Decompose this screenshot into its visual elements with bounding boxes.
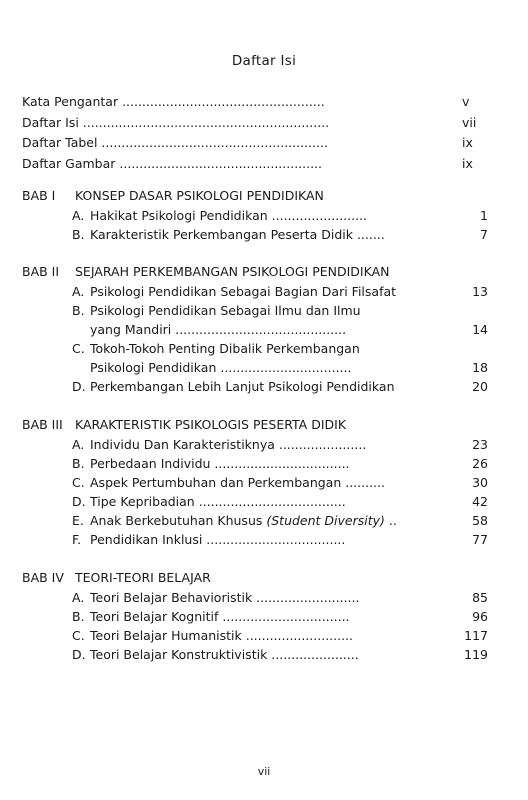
entry-letter: B. [72,227,85,242]
toc-entry-label: Daftar Gambar ................................................... [22,155,323,171]
toc-entry-label: Kata Pengantar ................................................... [22,94,325,109]
entry-text: yang Mandiri ........................................... [90,322,347,337]
toc-entry[interactable] [72,473,488,492]
entry-text: Psikologi Pendidikan ................................. [90,360,352,375]
chapter-3 [22,415,488,549]
entry-text: Psikologi Pendidikan Sebagai Bagian Dari Filsafat [90,284,397,299]
toc-entry[interactable] [72,377,488,396]
toc-entry[interactable] [72,607,488,626]
chapter-4 [22,568,488,664]
toc-entry-page: v [462,94,470,109]
toc-entry[interactable] [22,92,482,113]
entry-text: Perbedaan Individu .................................. [90,456,350,471]
toc-entry[interactable] [72,435,488,454]
entry-letter: D. [72,494,86,509]
front-matter-list [22,92,482,174]
entry-page: 85 [472,590,488,605]
entry-page: 7 [480,227,488,242]
entry-letter: A. [72,437,85,452]
entry-page: 1 [480,208,488,223]
entry-page: 20 [472,379,488,394]
entry-text: Karakteristik Perkembangan Peserta Didik ....... [90,227,385,242]
entry-letter: C. [72,475,85,490]
toc-entry[interactable] [72,588,488,607]
toc-entry[interactable] [72,492,488,511]
toc-entry[interactable] [72,626,488,645]
toc-entry[interactable] [22,133,482,154]
entry-letter: A. [72,590,85,605]
entry-letter: C. [72,628,85,643]
entry-letter: D. [72,647,86,662]
entry-text: Perkembangan Lebih Lanjut Psikologi Pendidikan [90,379,395,394]
entry-page: 23 [472,437,488,452]
entry-text: Teori Belajar Konstruktivistik ...................... [90,647,359,662]
entry-text-tail: .. [384,513,397,528]
entry-text: Hakikat Psikologi Pendidikan ........................ [90,208,368,223]
entry-text: Tokoh-Tokoh Penting Dibalik Perkembangan [90,341,360,356]
entry-page: 119 [464,647,488,662]
toc-entry[interactable] [72,206,488,225]
toc-entry-page: vii [462,114,477,130]
toc-entry-label: Daftar Tabel ......................................................... [22,135,328,150]
chapter-title: KARAKTERISTIK PSIKOLOGIS PESERTA DIDIK [75,417,347,432]
entry-text: Psikologi Pendidikan Sebagai Ilmu dan Ilmu [90,303,361,318]
toc-entry-label: Daftar Isi .............................................................. [22,114,330,130]
entry-page: 30 [472,475,488,490]
chapter-title: KONSEP DASAR PSIKOLOGI PENDIDIKAN [75,188,324,203]
entry-text: Aspek Pertumbuhan dan Perkembangan .......... [90,475,385,490]
entry-letter: F. [72,532,82,547]
entry-page: 14 [472,322,488,337]
entry-text: Pendidikan Inklusi ................................... [90,532,346,547]
entry-text-italic: (Student Diversity) [266,513,385,528]
chapter-2 [22,262,488,396]
toc-entry[interactable] [22,113,482,134]
toc-entry-page: ix [462,155,473,171]
entry-page: 77 [472,532,488,547]
chapter-number: BAB III [22,417,63,432]
entry-letter: E. [72,513,84,528]
entry-letter: D. [72,379,86,394]
toc-entry[interactable] [72,530,488,549]
entry-text: Teori Belajar Kognitif ................................ [90,609,350,624]
toc-entry[interactable] [72,339,488,377]
toc-entry-page: ix [462,135,473,150]
entry-letter: C. [72,341,85,356]
entry-letter: A. [72,208,85,223]
page-number: vii [257,765,271,778]
toc-entry[interactable] [72,282,488,301]
toc-entry[interactable] [72,511,488,530]
entry-text: Teori Belajar Humanistik ........................... [90,628,354,643]
toc-entry[interactable] [22,154,482,175]
entry-page: 13 [472,284,488,299]
chapter-number: BAB IV [22,570,64,585]
chapter-number: BAB II [22,264,60,279]
chapter-heading[interactable] [22,415,488,435]
entry-page: 26 [472,456,488,471]
chapter-heading[interactable] [22,568,488,588]
entry-page: 96 [472,609,488,624]
toc-entry[interactable] [72,225,488,244]
entry-page: 117 [464,628,488,643]
entry-text: Individu Dan Karakteristiknya ...................... [90,437,367,452]
entry-letter: B. [72,303,85,318]
chapter-1 [22,186,488,244]
entry-text: Teori Belajar Behavioristik .......................... [90,590,360,605]
entry-letter: B. [72,456,85,471]
entry-text: Anak Berkebutuhan Khusus [90,513,267,528]
toc-entry[interactable] [72,301,488,339]
toc-entry[interactable] [72,454,488,473]
entry-letter: B. [72,609,85,624]
chapter-heading[interactable] [22,262,488,282]
chapter-heading[interactable] [22,186,488,206]
entry-text: Tipe Kepribadian ..................................... [90,494,346,509]
entry-page: 18 [472,360,488,375]
chapter-number: BAB I [22,188,56,203]
page-title: Daftar Isi [231,53,297,69]
chapter-title: SEJARAH PERKEMBANGAN PSIKOLOGI PENDIDIKAN [75,264,390,279]
entry-page: 42 [472,494,488,509]
entry-page: 58 [472,513,488,528]
entry-letter: A. [72,284,85,299]
toc-entry[interactable] [72,645,488,664]
chapter-title: TEORI-TEORI BELAJAR [75,570,211,585]
